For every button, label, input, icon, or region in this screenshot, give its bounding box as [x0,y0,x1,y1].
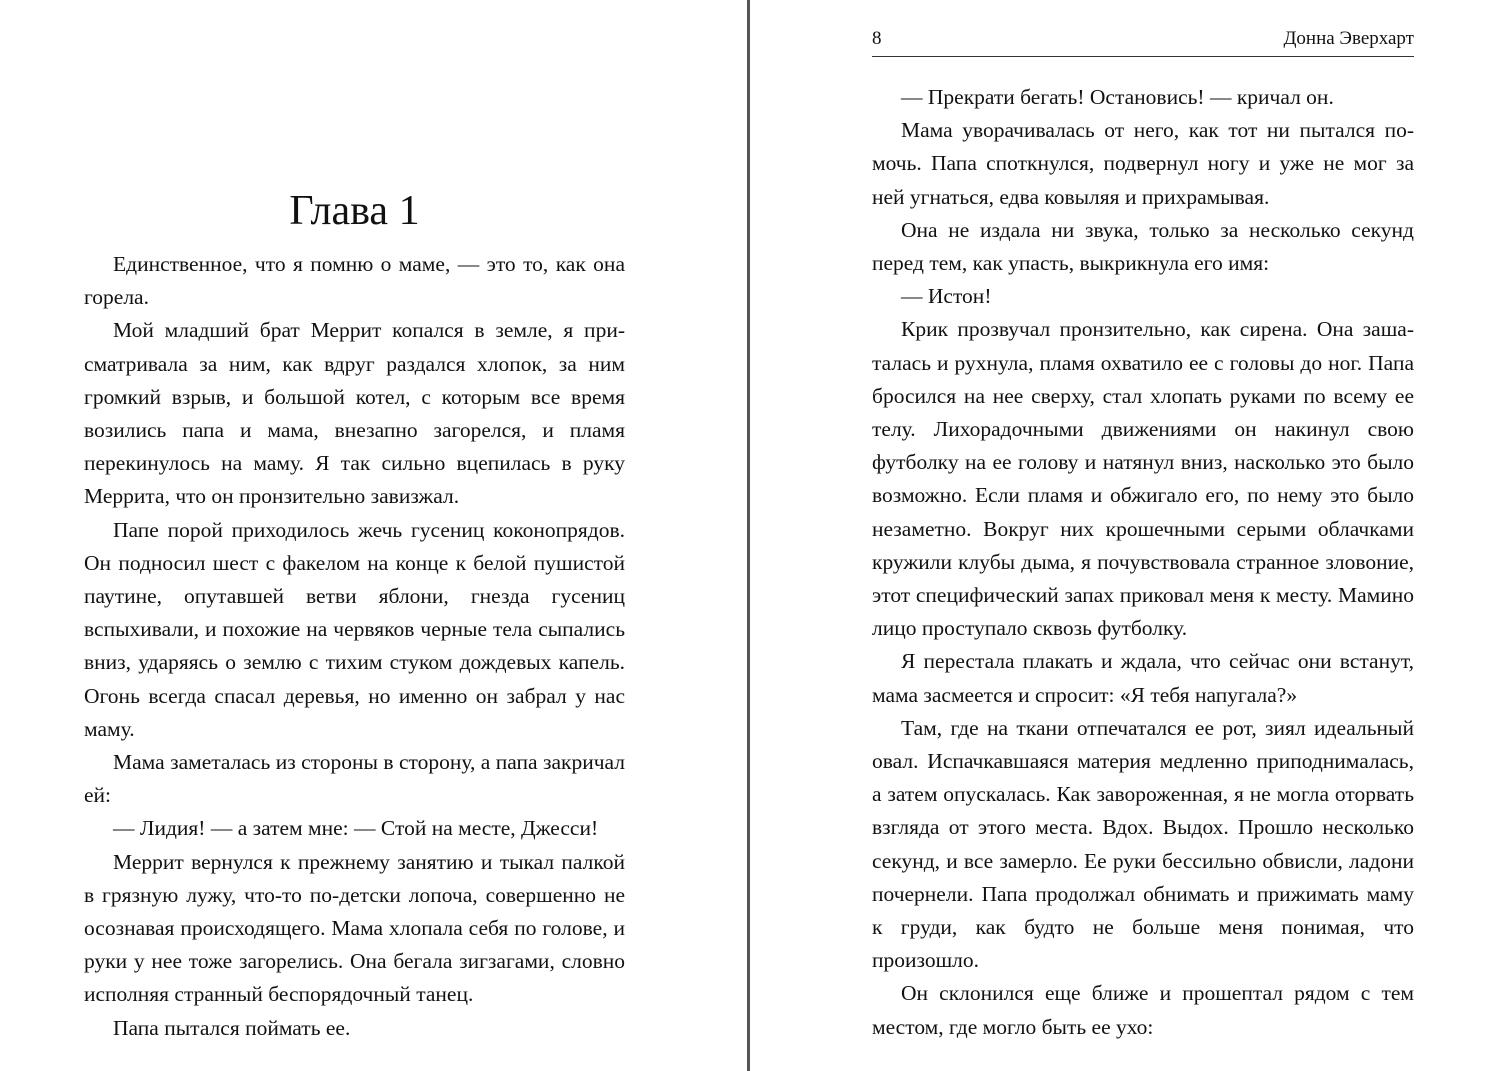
paragraph: Там, где на ткани отпечатался ее рот, зиял идеальный овал. Испачкавшаяся материя медленно приподнималась, а затем опускалась. Как завороженная, я не могла оторвать взгляда от этого места. Вдох. Выдох. Прошло несколько секунд, и все замерло. Ее руки бессильно обвисли, ладони почернели. Папа продолжал обнимать и прижимать маму к груди, как будто не больше меня понимая, что произошло. [872,715,1414,973]
paragraph: Меррит вернулся к прежнему занятию и тыкал палкой в грязную лужу, что-то по-детски лопоча, совершенно не осознавая происходящего. Мама хлопала себя по голове, и руки у нее тоже загорелись. Она бегала зигзагами, словно исполняя странный беспорядочный танец. [84,849,625,1007]
page-gutter-divider [747,0,750,1071]
paragraph: Единственное, что я помню о маме, — это то, как она горела. [84,252,625,310]
dialogue-line: — Истон! [901,284,992,309]
page-number: 8 [872,28,882,49]
right-page-body [872,81,1414,1044]
left-page [84,0,625,1071]
paragraph: Папа пытался поймать ее. [113,1015,351,1040]
paragraph: Я перестала плакать и ждала, что сейчас они встанут, мама засмеется и спросит: «Я тебя напугала?» [872,649,1414,707]
paragraph: Мама заметалась из стороны в сторону, а папа закричал ей: [84,750,625,808]
paragraph: Мама уворачивалась от него, как тот ни пытался помочь. Папа споткнулся, подвернул ногу и уже не мог за ней угнаться, едва ковыляя и прихрамывая. [872,118,1414,209]
paragraph: Мой младший брат Меррит копался в земле, я присматривала за ним, как вдруг раздался хлопок, за ним громкий взрыв, и большой котел, с которым все время возились папа и мама, внезапно загорелся, и пламя перекинулось на маму. Я так сильно вцепилась в руку Меррита, что он пронзительно завизжал. [84,318,625,509]
paragraph: Он склонился еще ближе и прошептал рядом с тем местом, где могло быть ее ухо: [872,981,1414,1039]
paragraph: Папе порой приходилось жечь гусениц коконопрядов. Он подносил шест с факелом на конце к белой пушистой паутине, опутавшей ветви яблони, гнезда гусениц вспыхивали, и похожие на червяков черные тела сыпались вниз, ударяясь о землю с тихим стуком дождевых капель. Огонь всегда спасал деревья, но именно он забрал у нас маму. [84,517,625,741]
dialogue-line: — Прекрати бегать! Остановись! — кричал он. [901,85,1334,109]
paragraph: Она не издала ни звука, только за несколько секунд перед тем, как упасть, выкрикнула его имя: [872,217,1414,276]
running-head-author: Донна Эверхарт [1283,28,1414,49]
paragraph: Крик прозвучал пронзительно, как сирена. Она зашаталась и рухнула, пламя охватило ее с головы до ног. Папа бросился на нее сверху, стал хлопать руками по всему ее телу. Лихорадочными движениями он накинул свою футболку на ее голову и натянул вниз, насколько это было возможно. Если пламя и обжигало его, по нему это было незаметно. Вокруг них крошечными серыми облачками кружили клубы дыма, я почувствовала странное зловоние, этот специфический запах приковал меня к месту. Мамино лицо проступало сквозь футболку. [872,317,1414,641]
left-page-body [84,248,625,1045]
right-page [872,0,1414,1071]
dialogue-line: — Лидия! — а затем мне: — Стой на месте, Джесси! [113,816,599,841]
running-header [872,24,1414,57]
chapter-title: Глава 1 [289,188,420,234]
